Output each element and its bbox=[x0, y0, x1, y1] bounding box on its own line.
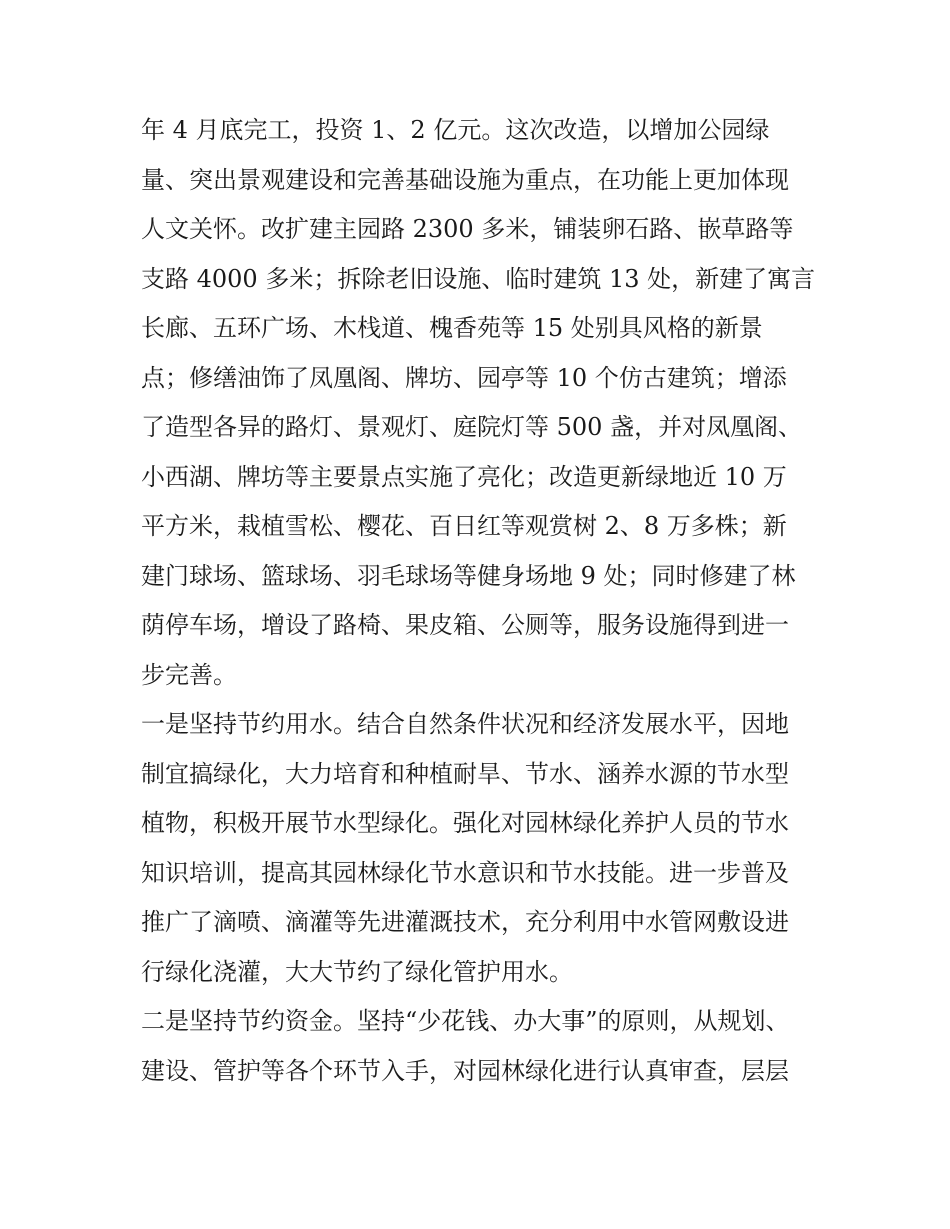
text-line: 年 4 月底完工，投资 1、2 亿元。这次改造，以增加公园绿 bbox=[141, 116, 770, 144]
text-line: 建设、管护等各个环节入手，对园林绿化进行认真审查，层层 bbox=[141, 1056, 789, 1085]
text-line: 步完善。 bbox=[141, 660, 237, 689]
text-line: 人文关怀。改扩建主园路 2300 多米，铺装卵石路、嵌草路等 bbox=[141, 215, 794, 243]
text-line: 知识培训，提高其园林绿化节水意识和节水技能。进一步普及 bbox=[141, 858, 789, 887]
text-line: 推广了滴喷、滴灌等先进灌溉技术，充分利用中水管网敷设进 bbox=[141, 908, 789, 936]
text-line: 一是坚持节约用水。结合自然条件状况和经济发展水平，因地 bbox=[141, 710, 789, 738]
text-line: 行绿化浇灌，大大节约了绿化管护用水。 bbox=[141, 957, 573, 986]
text-line: 二是坚持节约资金。坚持“少花钱、办大事”的原则，从规划、 bbox=[141, 1007, 790, 1035]
text-line: 量、突出景观建设和完善基础设施为重点，在功能上更加体现 bbox=[141, 165, 789, 194]
text-line: 小西湖、牌坊等主要景点实施了亮化；改造更新绿地近 10 万 bbox=[141, 462, 787, 491]
text-line: 制宜搞绿化，大力培育和种植耐旱、节水、涵养水源的节水型 bbox=[141, 759, 789, 788]
text-line: 建门球场、篮球场、羽毛球场等健身场地 9 处；同时修建了林 bbox=[141, 561, 796, 590]
text-line: 荫停车场，增设了路椅、果皮箱、公厕等，服务设施得到进一 bbox=[141, 611, 789, 639]
text-line: 支路 4000 多米；拆除老旧设施、临时建筑 13 处，新建了寓言 bbox=[141, 264, 816, 293]
text-line: 点；修缮油饰了凤凰阁、牌坊、园亭等 10 个仿古建筑；增添 bbox=[141, 363, 787, 392]
text-line: 平方米，栽植雪松、樱花、百日红等观赏树 2、8 万多株；新 bbox=[141, 512, 787, 540]
text-line: 植物，积极开展节水型绿化。强化对园林绿化养护人员的节水 bbox=[141, 809, 789, 837]
text-line: 了造型各异的路灯、景观灯、庭院灯等 500 盏，并对凤凰阁、 bbox=[141, 413, 803, 441]
text-line: 长廊、五环广场、木栈道、槐香苑等 15 处别具风格的新景 bbox=[141, 314, 763, 342]
body-text bbox=[141, 106, 821, 1096]
